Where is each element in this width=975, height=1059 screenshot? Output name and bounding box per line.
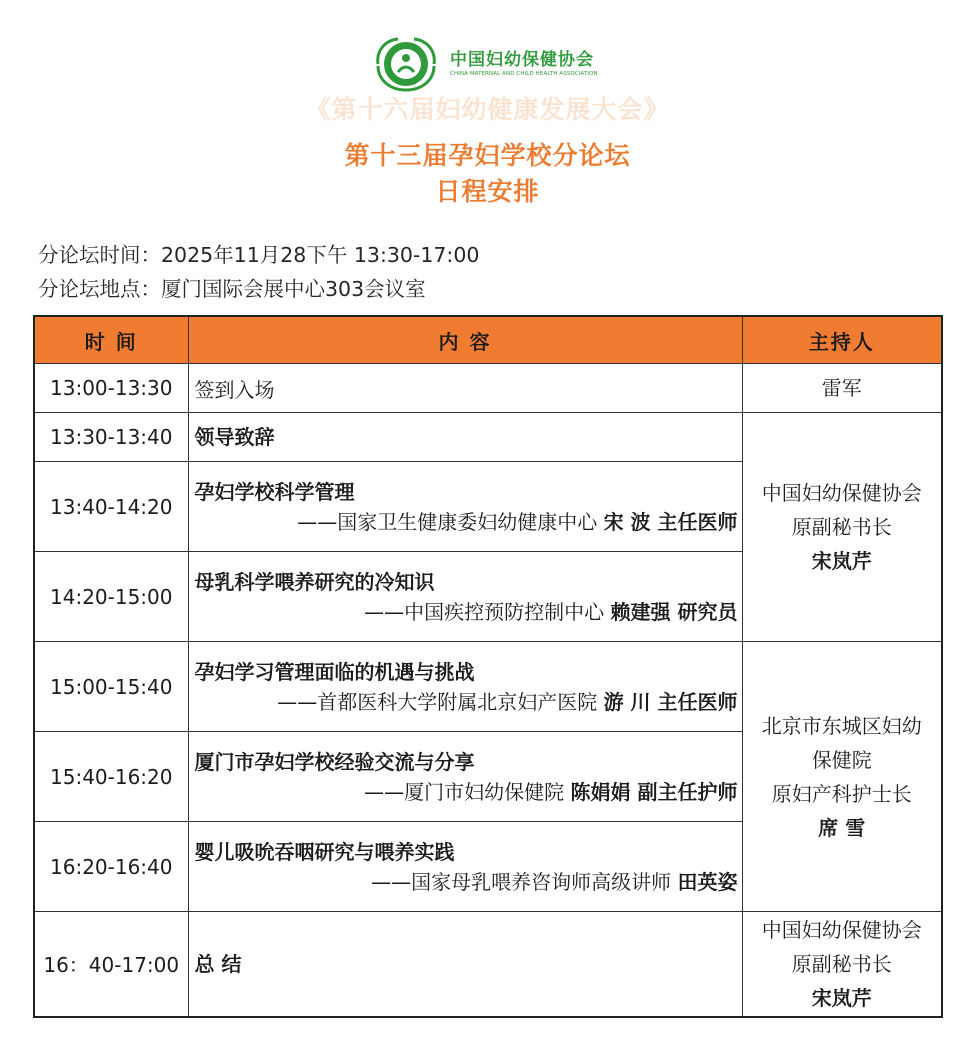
speaker-name: 陈娟娟 副主任护师	[570, 779, 738, 804]
row-content	[188, 912, 742, 1017]
forum-time: 分论坛时间：2025年11月28下午 13:30-17:00	[38, 243, 480, 267]
host-name: 席 雪	[818, 815, 866, 840]
speaker-line	[195, 597, 738, 627]
topic: 孕妇学校科学管理	[194, 479, 355, 504]
host-cell	[742, 364, 942, 413]
speaker-line	[195, 867, 738, 897]
header-content: 内 容	[188, 316, 742, 364]
row-content	[188, 364, 742, 413]
forum-place: 分论坛地点：厦门国际会展中心303会议室	[38, 277, 426, 301]
row-time: 15:40-16:20	[34, 732, 188, 822]
speaker-name: 宋 波 主任医师	[603, 509, 738, 534]
row-content	[188, 552, 742, 642]
table-row	[34, 912, 942, 1017]
host-line: 原妇产科护士长	[771, 781, 912, 806]
speaker-name: 赖建强 研究员	[610, 599, 738, 624]
topic: 孕妇学习管理面临的机遇与挑战	[194, 659, 475, 684]
host-line: 雷军	[821, 376, 862, 400]
header-time: 时 间	[34, 316, 188, 364]
forum-subtitle: 日程安排	[435, 177, 540, 206]
row-content	[188, 462, 742, 552]
host-line: 原副秘书长	[791, 515, 892, 539]
host-cell	[742, 413, 942, 642]
row-time: 14:20-15:00	[34, 552, 188, 642]
association-emblem-icon	[368, 36, 444, 92]
table-header-row	[34, 316, 942, 364]
topic: 厦门市孕妇学校经验交流与分享	[194, 749, 475, 774]
topic: 签到入场	[194, 377, 275, 402]
speaker-line	[195, 777, 738, 807]
topic: 总 结	[194, 951, 242, 976]
speaker-affiliation: ——首都医科大学附属北京妇产医院	[277, 689, 604, 714]
host-name: 宋岚芹	[811, 549, 872, 573]
speaker-affiliation: ——国家母乳喂养咨询师高级讲师	[371, 869, 678, 894]
speaker-affiliation: ——厦门市妇幼保健院	[364, 779, 571, 804]
row-time: 15:00-15:40	[34, 642, 188, 732]
topic: 婴儿吸吮吞咽研究与喂养实践	[194, 839, 455, 864]
row-content	[188, 642, 742, 732]
speaker-name: 游 川 主任医师	[603, 689, 738, 714]
header-host: 主持人	[742, 316, 942, 364]
host-line: 北京市东城区妇幼	[761, 713, 922, 738]
host-cell	[742, 642, 942, 912]
row-time: 13:30-13:40	[34, 413, 188, 462]
row-time: 13:40-14:20	[34, 462, 188, 552]
association-name-en: CHINA MATERNAL AND CHILD HEALTH ASSOCIATION	[450, 71, 598, 77]
schedule-table	[33, 315, 943, 1018]
row-time: 16:20-16:40	[34, 822, 188, 912]
row-content	[188, 413, 742, 462]
row-content	[188, 822, 742, 912]
host-line: 原副秘书长	[791, 951, 892, 976]
table-row	[34, 364, 942, 413]
host-line: 中国妇幼保健协会	[761, 481, 922, 505]
speaker-line	[195, 687, 738, 717]
table-row	[34, 413, 942, 462]
topic: 母乳科学喂养研究的冷知识	[194, 569, 435, 594]
row-time: 13:00-13:30	[34, 364, 188, 413]
table-row	[34, 642, 942, 732]
speaker-line	[195, 507, 738, 537]
speaker-affiliation: ——国家卫生健康委妇幼健康中心	[297, 509, 604, 534]
topic: 领导致辞	[194, 425, 275, 449]
conference-title: 《第十六届妇幼健康发展大会》	[305, 95, 670, 124]
association-name-cn: 中国妇幼保健协会	[450, 50, 594, 70]
row-time: 16：40-17:00	[34, 912, 188, 1017]
logo	[368, 36, 598, 92]
speaker-name: 田英姿	[677, 869, 738, 894]
host-line: 中国妇幼保健协会	[761, 917, 922, 942]
forum-title: 第十三届孕妇学校分论坛	[344, 141, 631, 170]
host-cell	[742, 912, 942, 1017]
host-line: 保健院	[811, 747, 872, 772]
host-name: 宋岚芹	[811, 985, 872, 1010]
row-content	[188, 732, 742, 822]
speaker-affiliation: ——中国疾控预防控制中心	[364, 599, 611, 624]
